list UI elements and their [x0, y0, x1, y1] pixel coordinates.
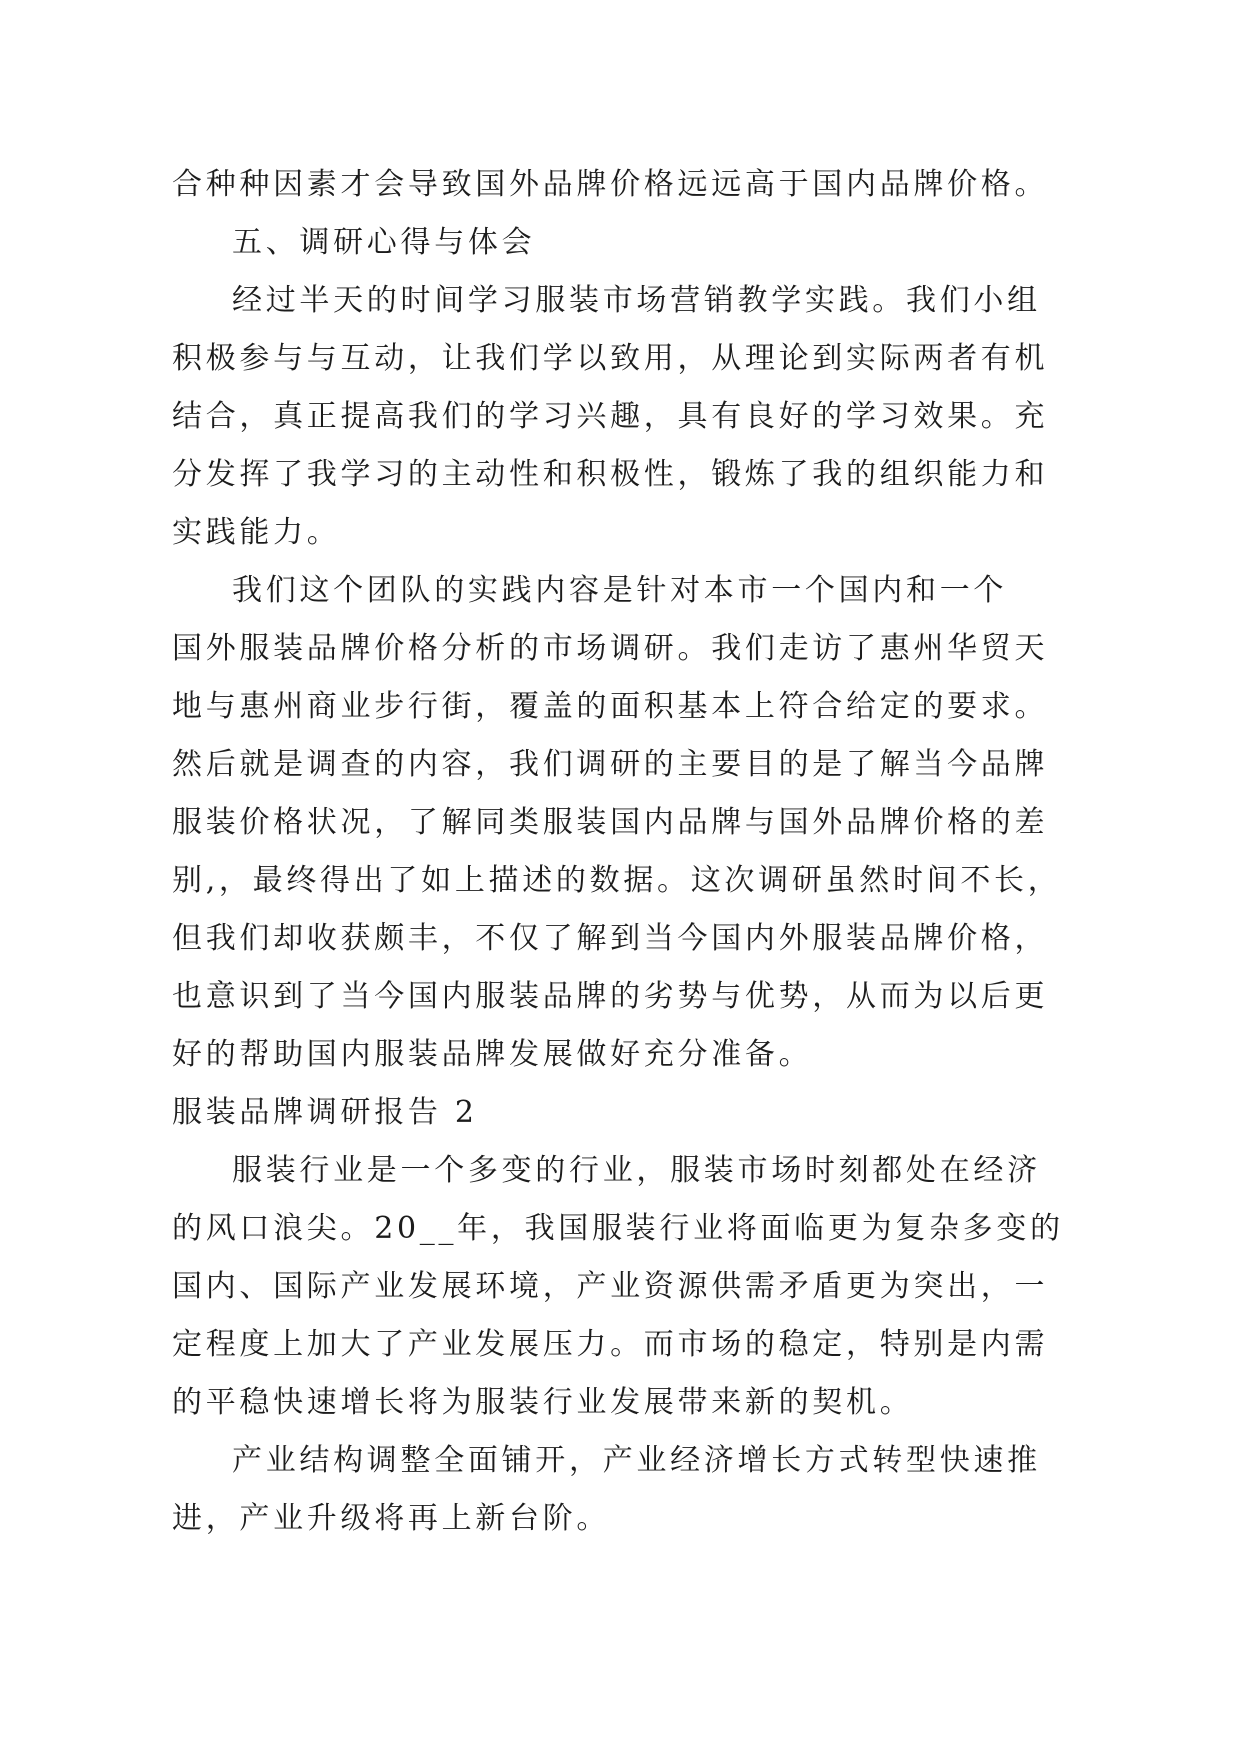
text-line: 别,，最终得出了如上描述的数据。这次调研虽然时间不长，: [172, 863, 1062, 898]
text-line: 实践能力。: [172, 515, 341, 550]
text-line: 然后就是调查的内容，我们调研的主要目的是了解当今品牌: [172, 747, 1049, 782]
text-line: 合种种因素才会导致国外品牌价格远远高于国内品牌价格。: [172, 167, 1049, 202]
report-title: 服装品牌调研报告 2: [172, 1095, 478, 1130]
text-line: 国外服装品牌价格分析的市场调研。我们走访了惠州华贸天: [172, 631, 1049, 666]
text-line: 的风口浪尖。20__年，我国服装行业将面临更为复杂多变的: [172, 1211, 1064, 1246]
text-line: 积极参与与互动，让我们学以致用，从理论到实际两者有机: [172, 341, 1049, 376]
text-line: 但我们却收获颇丰，不仅了解到当今国内外服装品牌价格，: [172, 921, 1049, 956]
paragraph: [172, 1432, 1072, 1548]
section-heading: 五、调研心得与体会: [232, 225, 536, 260]
text-line: 进，产业升级将再上新台阶。: [172, 1501, 611, 1536]
text-line: 好的帮助国内服装品牌发展做好充分准备。: [172, 1037, 813, 1072]
text-line: 经过半天的时间学习服装市场营销教学实践。我们小组: [232, 283, 1041, 318]
paragraph: [172, 272, 1072, 562]
text-line: 定程度上加大了产业发展压力。而市场的稳定，特别是内需: [172, 1327, 1049, 1362]
text-line: 分发挥了我学习的主动性和积极性，锻炼了我的组织能力和: [172, 457, 1049, 492]
text-line: 地与惠州商业步行街，覆盖的面积基本上符合给定的要求。: [172, 689, 1049, 724]
paragraph: [172, 562, 1072, 1084]
text-line: 国内、国际产业发展环境，产业资源供需矛盾更为突出，一: [172, 1269, 1049, 1304]
text-line: 服装价格状况，了解同类服装国内品牌与国外品牌价格的差: [172, 805, 1049, 840]
text-line: 服装行业是一个多变的行业，服装市场时刻都处在经济: [232, 1153, 1041, 1188]
text-line: 产业结构调整全面铺开，产业经济增长方式转型快速推: [232, 1443, 1041, 1478]
document-body: [172, 156, 1072, 1548]
paragraph: [172, 1142, 1072, 1432]
text-line: 也意识到了当今国内服装品牌的劣势与优势，从而为以后更: [172, 979, 1049, 1014]
carryover-paragraph: [172, 156, 1072, 214]
text-line: 我们这个团队的实践内容是针对本市一个国内和一个: [232, 573, 1008, 608]
text-line: 的平稳快速增长将为服装行业发展带来新的契机。: [172, 1385, 914, 1420]
text-line: 结合，真正提高我们的学习兴趣，具有良好的学习效果。充: [172, 399, 1049, 434]
